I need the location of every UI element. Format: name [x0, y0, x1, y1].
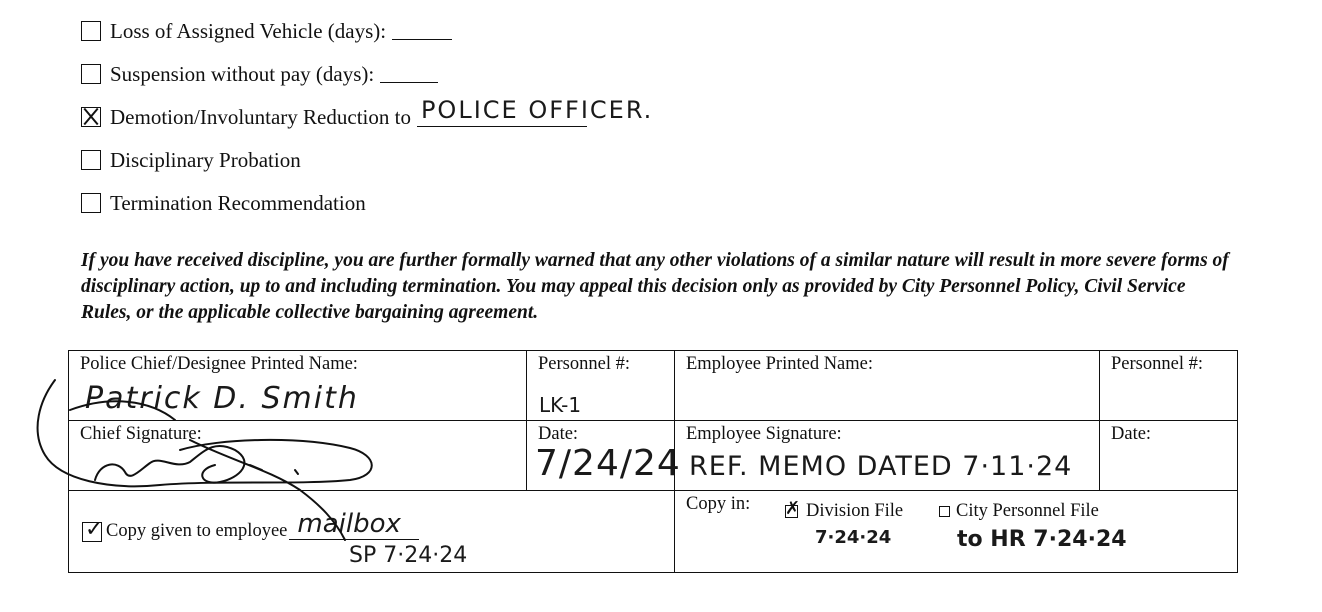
option-label: Loss of Assigned Vehicle (days):	[110, 18, 387, 43]
chief-name-cell[interactable]	[69, 351, 527, 421]
chief-name-handwritten: Patrick D. Smith	[85, 381, 359, 416]
warning-paragraph: If you have received discipline, you are further formally warned that any other violations of a similar nature will result in more severe forms of disciplinary action, up to and including termination. You may appeal this decision only as provided by City Personnel Policy, Civil Service Rules, or the applicable collective bargaining agreement.	[81, 250, 1229, 323]
date-cell[interactable]	[527, 421, 681, 491]
copy-given-row	[82, 509, 419, 542]
chief-signature-label: Chief Signature:	[80, 424, 202, 444]
date-handwritten: 7/24/24	[535, 443, 681, 484]
copy-given-note: SP 7·24·24	[349, 543, 468, 568]
option-termination	[81, 189, 366, 217]
chief-personnel-cell[interactable]	[527, 351, 675, 421]
chief-personnel-handwritten: LK-1	[539, 393, 582, 417]
days-blank[interactable]	[392, 23, 452, 40]
employee-date-cell[interactable]	[1100, 421, 1238, 491]
date-label: Date:	[538, 424, 579, 444]
chief-personnel-label: Personnel #:	[538, 354, 630, 374]
check-mark-icon: ✓	[85, 516, 104, 542]
checkbox-loss-of-vehicle[interactable]	[81, 21, 101, 41]
employee-personnel-cell[interactable]	[1100, 351, 1238, 421]
option-label: Suspension without pay (days):	[110, 61, 375, 86]
demotion-blank[interactable]	[417, 95, 654, 127]
division-file-label: Division File	[806, 501, 904, 521]
division-file-date: 7·24·24	[815, 527, 892, 548]
city-personnel-option[interactable]	[939, 501, 1099, 522]
checkbox-termination[interactable]	[81, 193, 101, 213]
signature-table	[68, 350, 1238, 573]
chief-name-label: Police Chief/Designee Printed Name:	[80, 354, 358, 374]
city-personnel-label: City Personnel File	[956, 501, 1099, 521]
option-suspension	[81, 60, 438, 88]
copy-in-label: Copy in:	[686, 494, 751, 514]
employee-personnel-label: Personnel #:	[1111, 354, 1203, 374]
copy-given-handwritten: mailbox	[297, 509, 401, 539]
x-mark-icon: ✗	[785, 498, 801, 519]
option-label: Demotion/Involuntary Reduction to	[110, 104, 411, 129]
checkbox-disciplinary-probation[interactable]	[81, 150, 101, 170]
copy-given-checkbox[interactable]	[82, 516, 104, 542]
copy-in-cell	[675, 491, 1238, 573]
checkbox-demotion[interactable]	[81, 107, 101, 127]
option-disciplinary-probation	[81, 146, 301, 174]
employee-name-cell[interactable]	[675, 351, 1100, 421]
option-demotion	[81, 95, 654, 131]
option-label: Disciplinary Probation	[110, 147, 301, 172]
copy-given-blank[interactable]	[289, 509, 419, 540]
employee-signature-handwritten: REF. MEMO DATED 7·11·24	[689, 451, 1073, 482]
employee-signature-label: Employee Signature:	[686, 424, 842, 444]
employee-date-label: Date:	[1111, 424, 1152, 444]
copy-given-label: Copy given to employee	[106, 521, 288, 541]
division-file-checkbox[interactable]	[785, 498, 801, 519]
employee-signature-cell[interactable]	[675, 421, 1100, 491]
employee-name-label: Employee Printed Name:	[686, 354, 874, 374]
option-label: Termination Recommendation	[110, 190, 366, 215]
chief-signature-cell[interactable]	[69, 421, 527, 491]
city-personnel-checkbox[interactable]	[939, 506, 950, 517]
division-file-option[interactable]	[785, 498, 904, 522]
days-blank[interactable]	[380, 66, 438, 83]
checkbox-suspension[interactable]	[81, 64, 101, 84]
city-personnel-note: to HR 7·24·24	[957, 527, 1127, 552]
demotion-handwritten: POLICE OFFICER.	[420, 95, 654, 124]
copy-given-cell	[69, 491, 675, 573]
option-loss-of-vehicle	[81, 17, 452, 45]
